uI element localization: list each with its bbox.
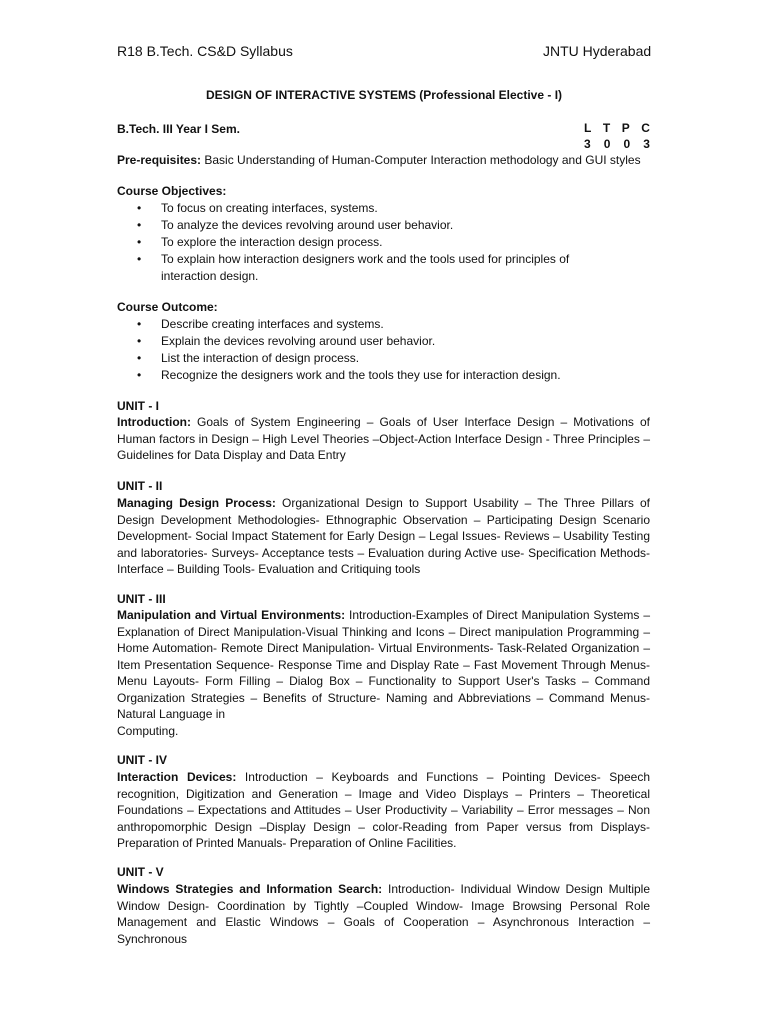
list-item: • Recognize the designers work and the tools they use for interaction design.	[117, 367, 617, 384]
ltpc-label-l: L	[584, 121, 592, 135]
unit-3-content	[117, 607, 650, 739]
list-item: • To analyze the devices revolving around user behavior.	[117, 217, 617, 234]
ltpc-value-l: 3	[584, 137, 591, 151]
outcomes-list	[117, 316, 617, 384]
course-title: DESIGN OF INTERACTIVE SYSTEMS (Professional Elective - I)	[205, 88, 563, 102]
list-item: • List the interaction of design process.	[117, 350, 617, 367]
prerequisites-text: Basic Understanding of Human-Computer Interaction methodology and GUI styles	[201, 153, 641, 167]
unit-4-lead: Interaction Devices:	[117, 770, 237, 784]
year-semester: B.Tech. III Year I Sem.	[117, 122, 240, 136]
unit-5-content	[117, 881, 650, 947]
list-item: • Describe creating interfaces and systems.	[117, 316, 617, 333]
unit-1-heading: UNIT - I	[117, 399, 159, 413]
list-item: • To explore the interaction design process.	[117, 234, 617, 251]
prerequisites-label: Pre-requisites:	[117, 153, 202, 167]
ltpc-value-c: 3	[643, 137, 650, 151]
unit-1-content	[117, 414, 650, 464]
unit-3-heading: UNIT - III	[117, 592, 166, 606]
objectives-heading: Course Objectives:	[117, 184, 227, 198]
header-left: R18 B.Tech. CS&D Syllabus	[117, 43, 293, 59]
ltpc-value-t: 0	[603, 137, 611, 151]
ltpc-labels	[584, 121, 650, 135]
unit-2-content	[117, 495, 650, 578]
ltpc-value-p: 0	[623, 137, 631, 151]
ltpc-label-c: C	[641, 121, 650, 135]
list-item: • To explain how interaction designers work and the tools used for principles of interaction design.	[117, 251, 617, 285]
unit-4-heading: UNIT - IV	[117, 753, 167, 767]
unit-2-heading: UNIT - II	[117, 479, 163, 493]
list-item: • Explain the devices revolving around user behavior.	[117, 333, 617, 350]
unit-3-extra: Computing.	[117, 723, 179, 738]
unit-5-text: Introduction- Individual Window Design Multiple Window Design- Coordination by Tightly –Coupled Window- Image Browsing Personal Role Management and Elastic Windows – Goals of Cooperation – Asynchronous Interaction – Synchronous	[117, 882, 650, 946]
ltpc-label-p: P	[621, 121, 630, 135]
header-right: JNTU Hyderabad	[543, 43, 652, 59]
outcomes-heading: Course Outcome:	[117, 300, 218, 314]
unit-3-text: Introduction-Examples of Direct Manipulation Systems – Explanation of Direct Manipulation-Visual Thinking and Icons – Direct manipulation Programming – Home Automation- Remote Direct Manipulation- Virtual Environments- Task-Related Organization – Item Presentation Sequence- Response Time and Display Rate – Fast Movement Through Menus- Menu Layouts- Form Filling – Dialog Box – Functionality to Support User's Tasks – Command Organization Strategies – Benefits of Structure- Naming and Abbreviations – Command Menus- Natural Language in	[117, 608, 650, 721]
unit-2-text: Organizational Design to Support Usability – The Three Pillars of Design Development Methodologies- Ethnographic Observation – Participating Design Scenario Development- Social Impact Statement for Early Design – Legal Issues- Reviews – Usability Testing and laboratories- Surveys- Acceptance tests – Evaluation during Active use- Specification Methods- Interface – Building Tools- Evaluation and Critiquing tools	[117, 496, 650, 576]
ltpc-values	[584, 137, 650, 151]
objectives-list	[117, 200, 617, 285]
ltpc-label-t: T	[602, 121, 611, 135]
unit-5-lead: Windows Strategies and Information Search:	[117, 882, 383, 896]
unit-1-lead: Introduction:	[117, 415, 191, 429]
list-item: • To focus on creating interfaces, systems.	[117, 200, 617, 217]
unit-1-text: Goals of System Engineering – Goals of User Interface Design – Motivations of Human factors in Design – High Level Theories –Object-Action Interface Design - Three Principles – Guidelines for Data Display and Data Entry	[117, 415, 650, 462]
prerequisites	[117, 152, 650, 169]
unit-4-content	[117, 769, 650, 852]
unit-4-text: Introduction – Keyboards and Functions – Pointing Devices- Speech recognition, Digitization and Generation – Image and Video Displays – Printers – Theoretical Foundations – Expectations and Attitudes – User Productivity – Variability – Error messages – Non anthropomorphic Design –Display Design – color-Reading from Paper versus from Displays- Preparation of Printed Manuals- Preparation of Online Facilities.	[117, 770, 651, 850]
unit-2-lead: Managing Design Process:	[117, 496, 276, 510]
unit-5-heading: UNIT - V	[117, 865, 164, 879]
unit-3-lead: Manipulation and Virtual Environments:	[117, 608, 346, 622]
